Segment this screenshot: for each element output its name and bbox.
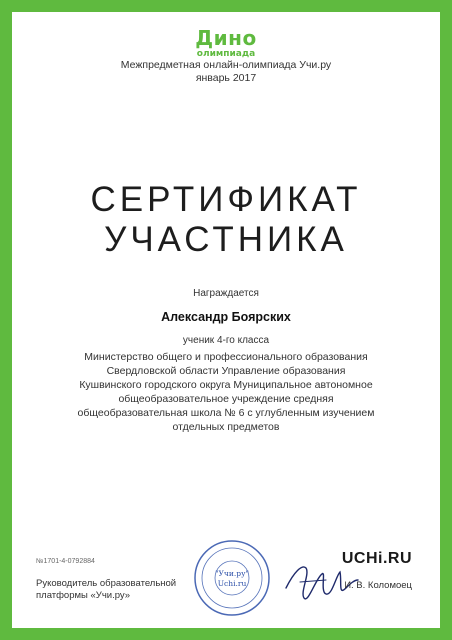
recipient-grade: ученик 4-го класса [182,335,270,346]
stamp-bottom-text: Uchi.ru [217,579,247,588]
certificate-title [12,180,440,260]
leader-title [36,578,176,602]
round-stamp [192,538,272,618]
school-line: общеобразовательное учреждение средняя [118,393,334,405]
leader-line: Руководитель образовательной [36,578,177,589]
director-name: И. В. Коломоец [344,580,412,591]
school-line: Свердловской области Управление образования [106,365,346,377]
school-line: общеобразовательная школа № 6 с углубленным изучением [77,407,375,419]
olympiad-name: Межпредметная онлайн-олимпиада Учи.ру [120,59,332,71]
awarded-label: Награждается [193,288,259,299]
uchi-ru-logo: UCHi.RU [341,550,412,567]
title-line-1: СЕРТИФИКАТ [90,180,362,219]
recipient-name: Александр Боярских [161,310,291,324]
certificate-sheet [12,12,440,628]
logo-subtitle: олимпиада [196,49,256,59]
school-line: Кушвинского городского округа Муниципальное автономное [79,379,373,391]
olympiad-info [12,59,440,85]
school-line: Министерство общего и профессионального образования [84,351,368,363]
olympiad-date: январь 2017 [195,72,257,84]
dino-olympiad-logo [12,28,440,59]
title-line-2: УЧАСТНИКА [104,220,348,259]
school-name [12,350,440,434]
leader-line: платформы «Учи.ру» [36,590,131,601]
stamp-center-text: "Учи.ру" [215,569,249,578]
school-line: отдельных предметов [172,421,280,433]
logo-word: Дино [195,26,257,50]
certificate-number: №1701-4-0792884 [36,558,95,565]
